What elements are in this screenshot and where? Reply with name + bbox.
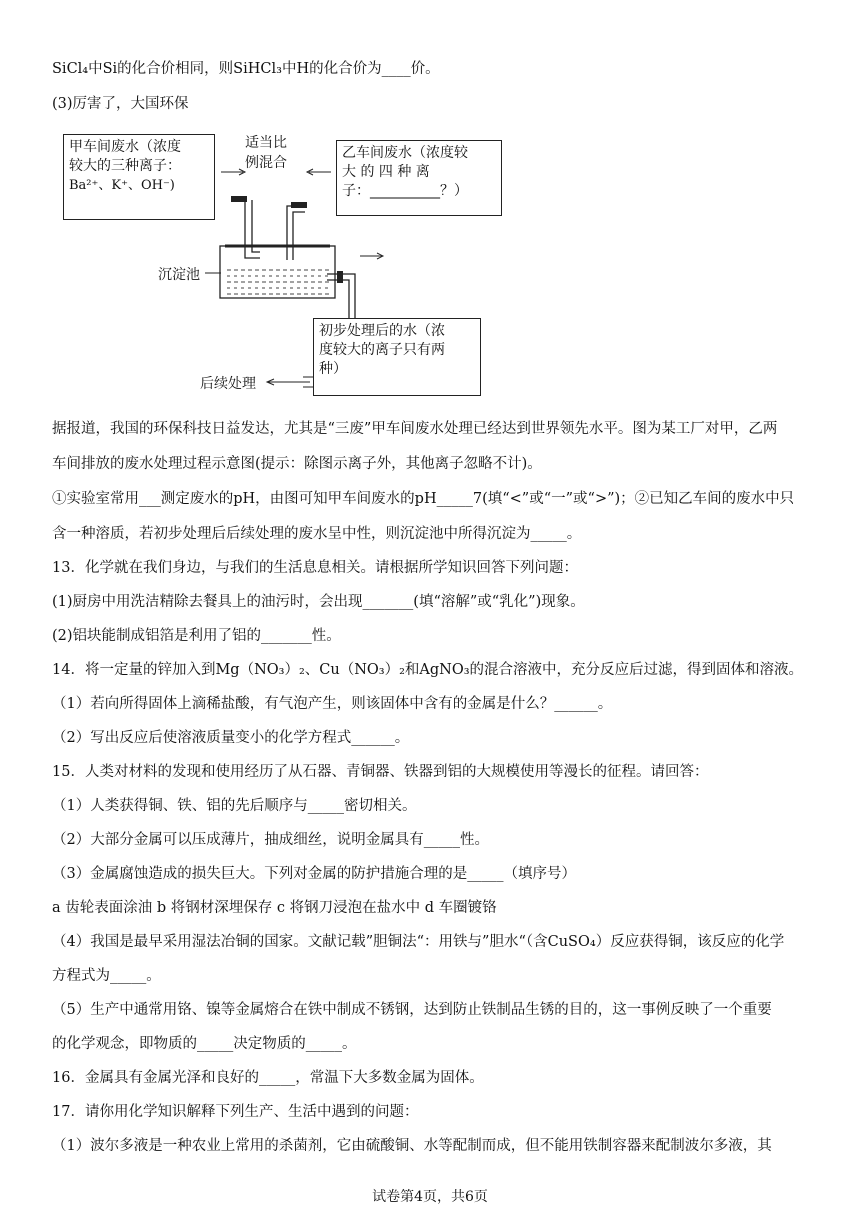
box-yi-line: 子：__________？） xyxy=(342,183,468,199)
box-yi-line: 乙车间废水（浓度较 xyxy=(342,145,468,161)
text-line: 16．金属具有金属光泽和良好的_____，常温下大多数金属为固体。 xyxy=(52,1070,484,1086)
pool-label: 沉淀池 xyxy=(158,267,200,283)
text-line: (1)厨房中用洗洁精除去餐具上的油污时，会出现_______(填“溶解”或“乳化”)现象。 xyxy=(52,594,585,610)
text-line: （2）大部分金属可以压成薄片，抽成细丝，说明金属具有_____性。 xyxy=(52,832,489,848)
box-jia-line: 甲车间废水（浓度 xyxy=(69,139,181,155)
text-line: 14．将一定量的锌加入到Mg（NO₃）₂、Cu（NO₃）₂和AgNO₃的混合溶液中，充分反应后过滤，得到固体和溶液。 xyxy=(52,662,804,678)
text-line: 车间排放的废水处理过程示意图(提示：除图示离子外，其他离子忽略不计)。 xyxy=(52,456,542,472)
text-line: (2)铝块能制成铝箔是利用了铝的_______性。 xyxy=(52,628,341,644)
text-line: （1）若向所得固体上滴稀盐酸，有气泡产生，则该固体中含有的金属是什么？______。 xyxy=(52,696,613,712)
box-jia-line: Ba²⁺、K⁺、OH⁻) xyxy=(69,178,175,193)
text-line: 17．请你用化学知识解释下列生产、生活中遇到的问题： xyxy=(52,1104,419,1120)
followup-label: 后续处理 xyxy=(200,376,256,392)
text-line: (3)厉害了，大国环保 xyxy=(52,96,189,112)
text-line: （2）写出反应后使溶液质量变小的化学方程式______。 xyxy=(52,730,410,746)
text-line: 方程式为_____。 xyxy=(52,968,161,984)
mix-label: 适当比 xyxy=(245,135,287,151)
box-treated-line: 初步处理后的水（浓 xyxy=(319,323,445,339)
mix-label: 例混合 xyxy=(245,155,287,171)
text-line: （3）金属腐蚀造成的损失巨大。下列对金属的防护措施合理的是_____（填序号） xyxy=(52,866,576,882)
text-line: 据报道，我国的环保科技日益发达，尤其是“三废”甲车间废水处理已经达到世界领先水平。图为某工厂对甲，乙两 xyxy=(52,421,778,437)
box-workshop-jia xyxy=(63,134,215,220)
box-treated-line: 度较大的离子只有两 xyxy=(319,342,445,358)
text-line: （4）我国是最早采用湿法冶铜的国家。文献记载”胆铜法“：用铁与”胆水“（含CuSO₄）反应获得铜，该反应的化学 xyxy=(52,934,785,950)
text-line: ①实验室常用___测定废水的pH，由图可知甲车间废水的pH_____7(填“<”或“一”或“>”)；②已知乙车间的废水中只 xyxy=(52,491,795,507)
wastewater-diagram xyxy=(55,128,485,400)
box-workshop-yi xyxy=(336,140,502,216)
box-yi-line: 大 的 四 种 离 xyxy=(342,164,430,180)
text-line: 13．化学就在我们身边，与我们的生活息息相关。请根据所学知识回答下列问题： xyxy=(52,560,578,576)
text-line: （5）生产中通常用铬、镍等金属熔合在铁中制成不锈钢，达到防止铁制品生锈的目的，这一事例反映了一个重要 xyxy=(52,1002,772,1018)
page-footer: 试卷第4页，共6页 xyxy=(372,1189,488,1205)
text-line: a 齿轮表面涂油 b 将钢材深埋保存 c 将钢刀浸泡在盐水中 d 车圈镀铬 xyxy=(52,900,497,916)
text-line: 的化学观念，即物质的_____决定物质的_____。 xyxy=(52,1036,357,1052)
box-treated-water xyxy=(313,318,481,396)
text-line: （1）波尔多液是一种农业上常用的杀菌剂，它由硫酸铜、水等配制而成，但不能用铁制容器来配制波尔多液，其 xyxy=(52,1138,772,1154)
text-line: 15．人类对材料的发现和使用经历了从石器、青铜器、铁器到铝的大规模使用等漫长的征程。请回答： xyxy=(52,764,709,780)
box-jia-line: 较大的三种离子： xyxy=(69,158,181,174)
text-line: SiCl₄中Si的化合价相同，则SiHCl₃中H的化合价为____价。 xyxy=(52,61,440,77)
box-treated-line: 种） xyxy=(319,361,347,377)
text-line: （1）人类获得铜、铁、铝的先后顺序与_____密切相关。 xyxy=(52,798,417,814)
text-line: 含一种溶质，若初步处理后后续处理的废水呈中性，则沉淀池中所得沉淀为_____。 xyxy=(52,526,582,542)
